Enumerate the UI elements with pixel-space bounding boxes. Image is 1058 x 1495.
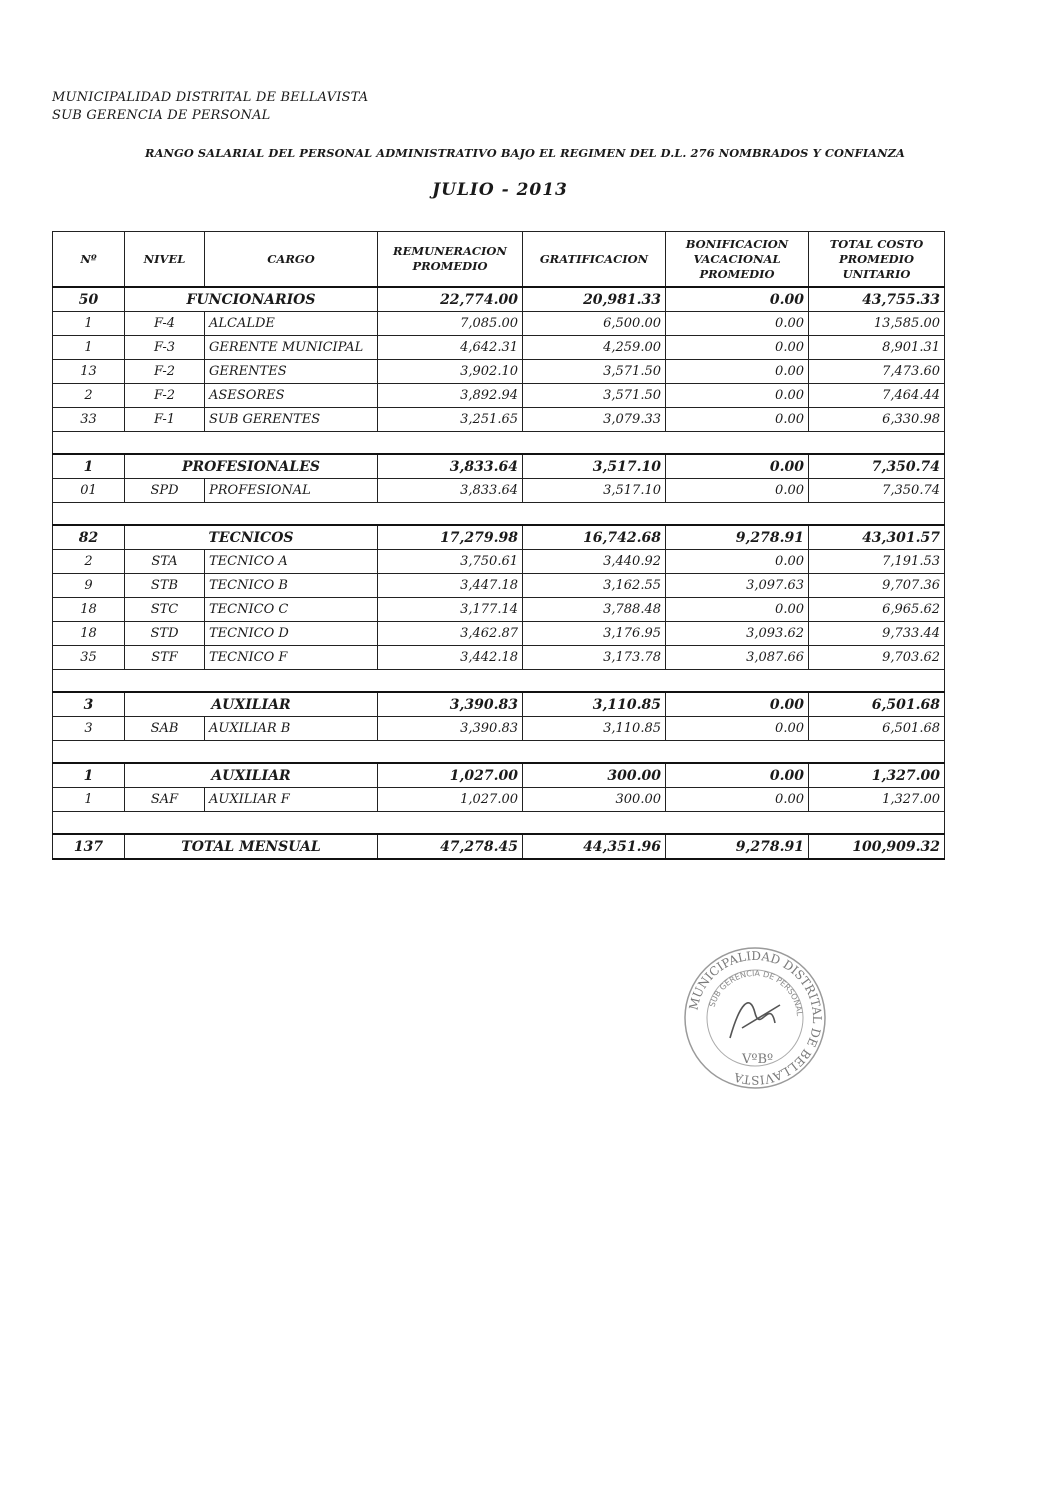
cell-remuneracion: 3,833.64 [378, 479, 523, 503]
salary-table [52, 231, 945, 860]
group-gratificacion: 3,517.10 [523, 454, 666, 479]
cell-count: 18 [53, 598, 125, 622]
group-total: 1,327.00 [809, 763, 945, 788]
cell-bonificacion: 0.00 [666, 384, 809, 408]
cell-total: 7,191.53 [809, 550, 945, 574]
stamp-ring-text: MUNICIPALIDAD DISTRITAL DE BELLAVISTA [686, 948, 825, 1088]
cell-nivel: F-1 [125, 408, 205, 432]
total-total: 100,909.32 [809, 834, 945, 859]
document-title: RANGO SALARIAL DEL PERSONAL ADMINISTRATIVO BAJO EL REGIMEN DEL D.L. 276 NOMBRADOS Y CONFIANZA [145, 146, 905, 160]
cell-cargo: TECNICO C [205, 598, 378, 622]
cell-total: 9,733.44 [809, 622, 945, 646]
cell-remuneracion: 1,027.00 [378, 788, 523, 812]
cell-cargo: GERENTES [205, 360, 378, 384]
group-total: 43,755.33 [809, 287, 945, 312]
cell-total: 13,585.00 [809, 312, 945, 336]
group-gratificacion: 20,981.33 [523, 287, 666, 312]
group-count: 3 [53, 692, 125, 717]
cell-bonificacion: 3,087.66 [666, 646, 809, 670]
stamp-inner-text: SUB GERENCIA DE PERSONAL [707, 968, 804, 1017]
cell-bonificacion: 0.00 [666, 598, 809, 622]
table-row [53, 717, 945, 741]
table-row [53, 598, 945, 622]
cell-cargo: TECNICO F [205, 646, 378, 670]
cell-nivel: STC [125, 598, 205, 622]
group-remuneracion: 3,390.83 [378, 692, 523, 717]
total-remuneracion: 47,278.45 [378, 834, 523, 859]
table-row [53, 360, 945, 384]
column-header: TOTAL COSTO PROMEDIO UNITARIO [809, 232, 945, 288]
table-row [53, 312, 945, 336]
cell-remuneracion: 3,447.18 [378, 574, 523, 598]
group-total: 7,350.74 [809, 454, 945, 479]
cell-gratificacion: 3,571.50 [523, 384, 666, 408]
cell-count: 2 [53, 384, 125, 408]
cell-gratificacion: 3,176.95 [523, 622, 666, 646]
separator-row [53, 812, 945, 835]
group-summary-row [53, 692, 945, 717]
cell-remuneracion: 3,462.87 [378, 622, 523, 646]
cell-count: 13 [53, 360, 125, 384]
cell-gratificacion: 3,079.33 [523, 408, 666, 432]
separator-cell [53, 503, 945, 526]
group-bonificacion: 0.00 [666, 763, 809, 788]
table-row [53, 574, 945, 598]
cell-total: 7,473.60 [809, 360, 945, 384]
org-department: SUB GERENCIA DE PERSONAL [52, 108, 271, 123]
total-row [53, 834, 945, 859]
cell-gratificacion: 3,173.78 [523, 646, 666, 670]
cell-remuneracion: 3,177.14 [378, 598, 523, 622]
cell-remuneracion: 3,390.83 [378, 717, 523, 741]
cell-remuneracion: 3,902.10 [378, 360, 523, 384]
total-bonificacion: 9,278.91 [666, 834, 809, 859]
cell-cargo: TECNICO A [205, 550, 378, 574]
table-row [53, 622, 945, 646]
cell-nivel: STA [125, 550, 205, 574]
official-stamp [680, 943, 830, 1093]
cell-total: 7,350.74 [809, 479, 945, 503]
table-row [53, 479, 945, 503]
separator-row [53, 670, 945, 693]
group-total: 43,301.57 [809, 525, 945, 550]
separator-cell [53, 670, 945, 693]
group-summary-row [53, 287, 945, 312]
cell-count: 33 [53, 408, 125, 432]
cell-nivel: F-2 [125, 384, 205, 408]
separator-cell [53, 741, 945, 764]
document-period: JULIO - 2013 [432, 180, 568, 200]
table-row [53, 550, 945, 574]
column-header: CARGO [205, 232, 378, 288]
total-gratificacion: 44,351.96 [523, 834, 666, 859]
cell-gratificacion: 3,788.48 [523, 598, 666, 622]
group-bonificacion: 0.00 [666, 692, 809, 717]
cell-remuneracion: 3,750.61 [378, 550, 523, 574]
cell-count: 1 [53, 788, 125, 812]
cell-gratificacion: 300.00 [523, 788, 666, 812]
column-header: REMUNERACION PROMEDIO [378, 232, 523, 288]
cell-nivel: SPD [125, 479, 205, 503]
cell-total: 1,327.00 [809, 788, 945, 812]
cell-total: 6,965.62 [809, 598, 945, 622]
group-gratificacion: 300.00 [523, 763, 666, 788]
group-count: 50 [53, 287, 125, 312]
cell-remuneracion: 3,442.18 [378, 646, 523, 670]
separator-cell [53, 432, 945, 455]
group-remuneracion: 22,774.00 [378, 287, 523, 312]
column-header: BONIFICACION VACACIONAL PROMEDIO [666, 232, 809, 288]
cell-count: 3 [53, 717, 125, 741]
table-row [53, 646, 945, 670]
cell-bonificacion: 0.00 [666, 717, 809, 741]
cell-cargo: ALCALDE [205, 312, 378, 336]
table-row [53, 336, 945, 360]
group-remuneracion: 3,833.64 [378, 454, 523, 479]
cell-cargo: AUXILIAR B [205, 717, 378, 741]
group-summary-row [53, 454, 945, 479]
cell-gratificacion: 3,440.92 [523, 550, 666, 574]
signature-mark [730, 1003, 780, 1038]
total-label: TOTAL MENSUAL [125, 834, 378, 859]
cell-bonificacion: 0.00 [666, 550, 809, 574]
group-bonificacion: 0.00 [666, 454, 809, 479]
cell-remuneracion: 3,251.65 [378, 408, 523, 432]
cell-bonificacion: 3,097.63 [666, 574, 809, 598]
stamp-vobo: VºBº [742, 1052, 774, 1067]
cell-cargo: ASESORES [205, 384, 378, 408]
cell-total: 7,464.44 [809, 384, 945, 408]
cell-cargo: GERENTE MUNICIPAL [205, 336, 378, 360]
cell-gratificacion: 3,162.55 [523, 574, 666, 598]
cell-gratificacion: 3,571.50 [523, 360, 666, 384]
cell-bonificacion: 0.00 [666, 408, 809, 432]
cell-count: 18 [53, 622, 125, 646]
cell-remuneracion: 4,642.31 [378, 336, 523, 360]
cell-total: 9,707.36 [809, 574, 945, 598]
group-count: 82 [53, 525, 125, 550]
group-summary-row [53, 763, 945, 788]
group-bonificacion: 0.00 [666, 287, 809, 312]
cell-count: 01 [53, 479, 125, 503]
group-count: 1 [53, 454, 125, 479]
group-bonificacion: 9,278.91 [666, 525, 809, 550]
group-summary-row [53, 525, 945, 550]
column-header: Nº [53, 232, 125, 288]
cell-bonificacion: 0.00 [666, 479, 809, 503]
cell-nivel: STF [125, 646, 205, 670]
cell-bonificacion: 0.00 [666, 312, 809, 336]
cell-count: 2 [53, 550, 125, 574]
cell-bonificacion: 0.00 [666, 336, 809, 360]
cell-total: 6,330.98 [809, 408, 945, 432]
cell-count: 1 [53, 336, 125, 360]
cell-total: 6,501.68 [809, 717, 945, 741]
org-name: MUNICIPALIDAD DISTRITAL DE BELLAVISTA [52, 90, 369, 105]
cell-nivel: STD [125, 622, 205, 646]
cell-count: 35 [53, 646, 125, 670]
column-header: NIVEL [125, 232, 205, 288]
group-total: 6,501.68 [809, 692, 945, 717]
separator-row [53, 741, 945, 764]
cell-bonificacion: 0.00 [666, 788, 809, 812]
group-count: 1 [53, 763, 125, 788]
table-row [53, 384, 945, 408]
cell-nivel: STB [125, 574, 205, 598]
group-remuneracion: 17,279.98 [378, 525, 523, 550]
cell-cargo: AUXILIAR F [205, 788, 378, 812]
cell-gratificacion: 6,500.00 [523, 312, 666, 336]
group-name: TECNICOS [125, 525, 378, 550]
salary-table-body [53, 232, 945, 860]
column-header: GRATIFICACION [523, 232, 666, 288]
group-gratificacion: 3,110.85 [523, 692, 666, 717]
cell-bonificacion: 3,093.62 [666, 622, 809, 646]
group-name: FUNCIONARIOS [125, 287, 378, 312]
cell-bonificacion: 0.00 [666, 360, 809, 384]
cell-nivel: F-2 [125, 360, 205, 384]
cell-total: 8,901.31 [809, 336, 945, 360]
cell-gratificacion: 3,517.10 [523, 479, 666, 503]
cell-gratificacion: 4,259.00 [523, 336, 666, 360]
cell-gratificacion: 3,110.85 [523, 717, 666, 741]
cell-nivel: SAB [125, 717, 205, 741]
cell-nivel: F-3 [125, 336, 205, 360]
table-row [53, 408, 945, 432]
cell-count: 1 [53, 312, 125, 336]
cell-total: 9,703.62 [809, 646, 945, 670]
separator-cell [53, 812, 945, 835]
total-count: 137 [53, 834, 125, 859]
cell-cargo: TECNICO B [205, 574, 378, 598]
separator-row [53, 503, 945, 526]
cell-remuneracion: 3,892.94 [378, 384, 523, 408]
cell-cargo: TECNICO D [205, 622, 378, 646]
group-remuneracion: 1,027.00 [378, 763, 523, 788]
cell-cargo: PROFESIONAL [205, 479, 378, 503]
separator-row [53, 432, 945, 455]
cell-count: 9 [53, 574, 125, 598]
cell-remuneracion: 7,085.00 [378, 312, 523, 336]
group-name: AUXILIAR [125, 763, 378, 788]
group-gratificacion: 16,742.68 [523, 525, 666, 550]
cell-nivel: SAF [125, 788, 205, 812]
cell-nivel: F-4 [125, 312, 205, 336]
group-name: PROFESIONALES [125, 454, 378, 479]
table-row [53, 788, 945, 812]
cell-cargo: SUB GERENTES [205, 408, 378, 432]
table-header-row [53, 232, 945, 288]
group-name: AUXILIAR [125, 692, 378, 717]
